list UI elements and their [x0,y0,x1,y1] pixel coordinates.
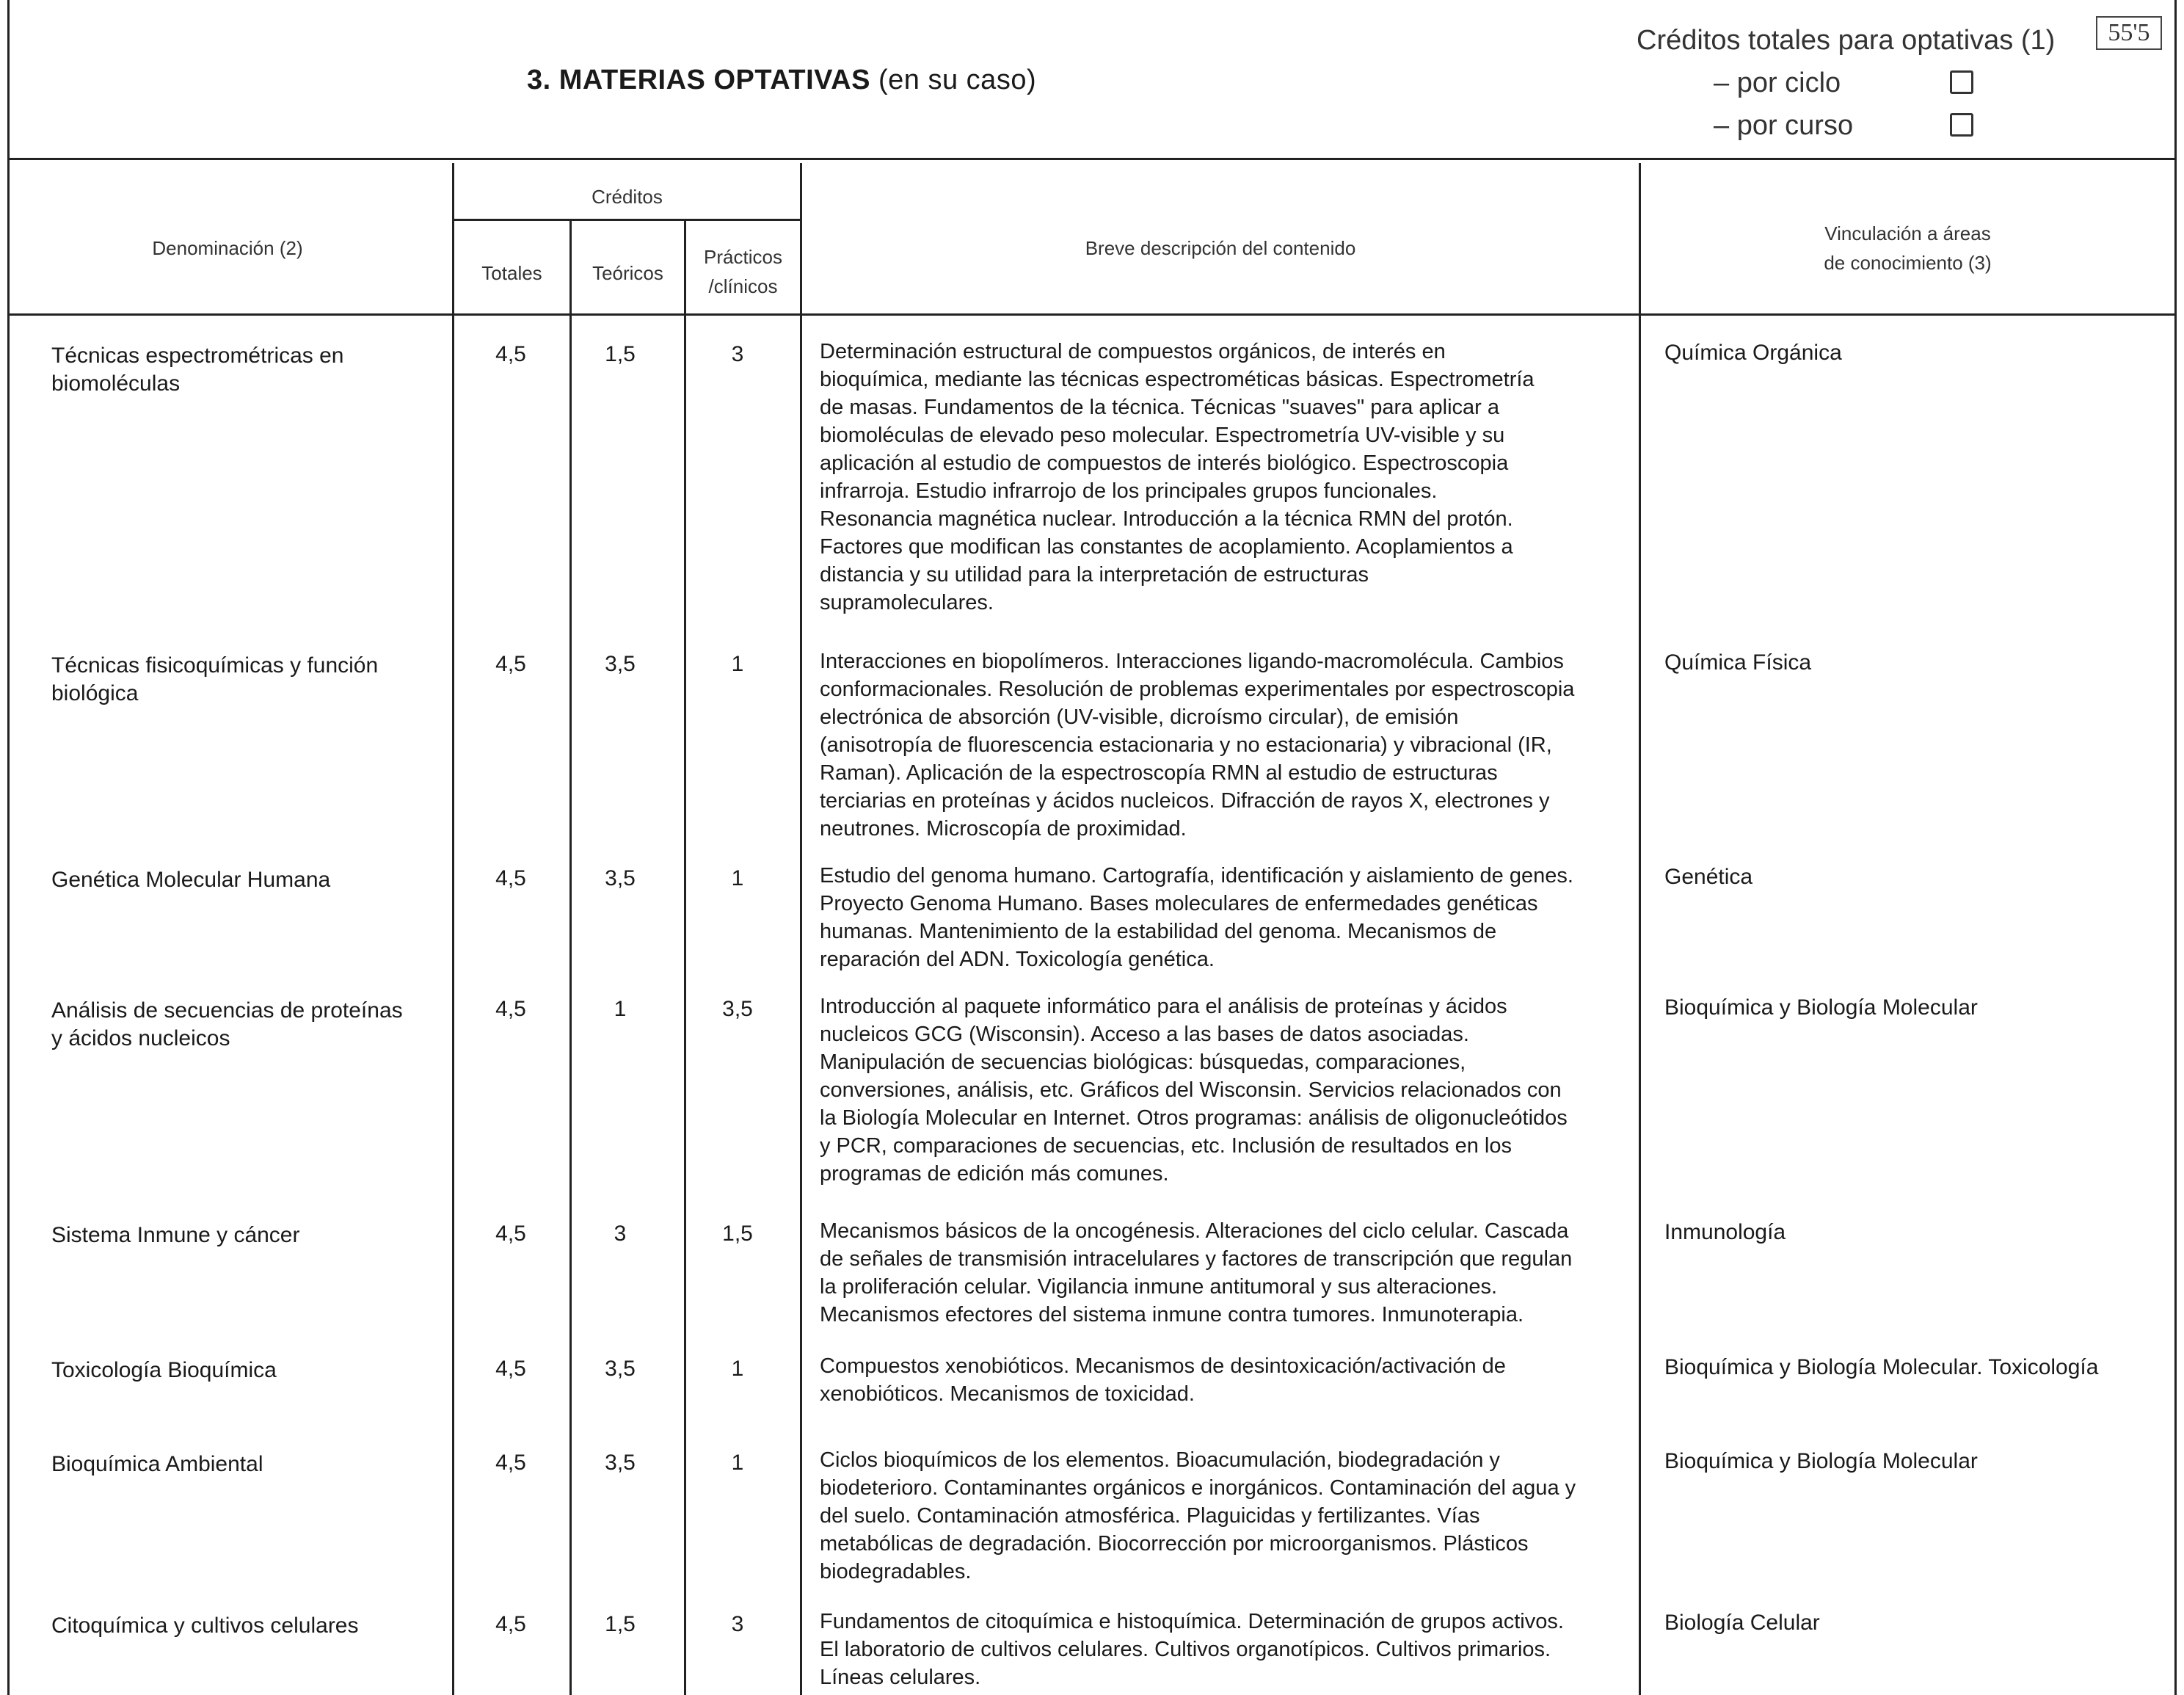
content-description: Estudio del genoma humano. Cartografía, identificación y aislamiento de genes. Proyecto Genoma Humano. Bases moleculares de enfermedades genéticas humanas. Mantenimiento de la estabilidad del genoma. Mecanismos de reparación del ADN. Toxicología genética. [820,864,1573,971]
subject-name: Toxicología Bioquímica [51,1358,277,1382]
section-title-subtitle: (en su caso) [878,65,1037,95]
credits-theoretical: 3,5 [605,1357,636,1381]
column-header-practical: Prácticos /clínicos [704,246,782,297]
column-header-name: Denominación (2) [152,237,303,259]
credits-total: 4,5 [495,866,526,890]
column-header-theoretical: Teóricos [592,262,663,284]
section-title-main: MATERIAS OPTATIVAS [558,65,870,95]
subject-name: Bioquímica Ambiental [51,1452,263,1476]
column-divider [1639,163,1641,1695]
credits-practical: 1 [731,652,744,676]
credits-practical: 3 [731,1612,744,1636]
section-number: 3. [527,65,551,95]
credits-practical: 1 [731,866,744,890]
credits-practical: 1 [731,1357,744,1381]
column-header-credits: Créditos [592,186,663,208]
content-description: Compuestos xenobióticos. Mecanismos de desintoxicación/activación de xenobióticos. Mecanismos de toxicidad. [820,1354,1506,1406]
content-description: Fundamentos de citoquímica e histoquímica. Determinación de grupos activos. El laboratorio de cultivos celulares. Cultivos organotípicos. Cultivos primarios. Líneas celulares. [820,1610,1564,1689]
credits-theoretical: 3,5 [605,1451,636,1475]
table-border-left [7,160,10,1695]
subject-name: Citoquímica y cultivos celulares [51,1614,359,1638]
credits-practical: 3,5 [722,997,753,1021]
knowledge-area: Bioquímica y Biología Molecular. Toxicología [1664,1355,2099,1379]
credits-theoretical: 3,5 [605,652,636,676]
knowledge-area: Bioquímica y Biología Molecular [1664,995,1978,1020]
subject-name: Sistema Inmune y cáncer [51,1223,300,1247]
column-header-total: Totales [481,262,542,284]
content-description: Introducción al paquete informático para el análisis de proteínas y ácidos nucleicos GCG (Wisconsin). Acceso a las bases de datos asociadas. Manipulación de secuencias biológicas: búsquedas, comparaciones, conversiones, análisis, etc. Gráficos del Wisconsin. Servicios relacionados con la Biología Molecular en Internet. Otros programas: análisis de oligonucleótidos y PCR, comparaciones de secuencias, etc. Inclusión de resultados en los programas de edición más comunes. [820,995,1568,1186]
content-description: Interacciones en biopolímeros. Interacciones ligando-macromolécula. Cambios conformacionales. Resolución de problemas experimentales por espectroscopia electrónica de absorción (UV-visible, dicroísmo circular), de emisión (anisotropía de fluorescencia estacionaria y no estacionaria) y vibracional (IR, Raman). Aplicación de la espectroscopía RMN al estudio de estructuras terciarias en proteínas y ácidos nucleicos. Difracción de rayos X, electrones y neutrones. Microscopía de proximidad. [820,650,1575,841]
subject-name: Técnicas espectrométricas en biomoléculas [51,344,344,396]
column-divider [452,163,454,1695]
credits-theoretical: 3 [614,1222,627,1246]
table-border-right [2174,160,2177,1695]
total-credits-value: 55'5 [2096,16,2162,50]
knowledge-area: Bioquímica y Biología Molecular [1664,1449,1978,1473]
knowledge-area: Genética [1664,865,1753,889]
credits-total: 4,5 [495,342,526,366]
total-credits-label: Créditos totales para optativas (1) [1637,25,2056,56]
credits-theoretical: 1,5 [605,1612,636,1636]
credits-total: 4,5 [495,1222,526,1246]
knowledge-area: Inmunología [1664,1220,1786,1244]
credits-total: 4,5 [495,1612,526,1636]
per-course-checkbox[interactable] [1950,113,1973,137]
column-divider [800,163,802,1695]
credits-practical: 1,5 [722,1222,753,1246]
credits-theoretical: 3,5 [605,866,636,890]
content-description: Determinación estructural de compuestos orgánicos, de interés en bioquímica, mediante las técnicas espectrométicas básicas. Espectrometría de masas. Fundamentos de la técnica. Técnicas "suaves" para aplicar a biomoléculas de elevado peso molecular. Espectrometría UV-visible y su aplicación al estudio de compuestos de interés biológico. Espectroscopia infrarroja. Estudio infrarrojo de los principales grupos funcionales. Resonancia magnética nuclear. Introducción a la técnica RMN del protón. Factores que modifican las constantes de acoplamiento. Acoplamientos a distancia y su utilidad para la interpretación de estructuras supramoleculares. [820,340,1535,614]
knowledge-area: Biología Celular [1664,1611,1820,1635]
subject-name: Análisis de secuencias de proteínas y ácidos nucleicos [51,998,403,1050]
section-title [527,65,1036,96]
credits-subheader-rule [452,219,802,221]
per-course-label: – por curso [1714,110,1854,141]
credits-practical: 3 [731,342,744,366]
content-description: Ciclos bioquímicos de los elementos. Bioacumulación, biodegradación y biodeterioro. Contaminantes orgánicos e inorgánicos. Contaminación del agua y del suelo. Contaminación atmosférica. Plaguicidas y fertilizantes. Vías metabólicas de degradación. Biocorrección por microorganismos. Plásticos biodegradables. [820,1448,1576,1583]
header-bottom-rule [7,313,2177,316]
knowledge-area: Química Física [1664,650,1812,675]
credits-total: 4,5 [495,997,526,1021]
credits-total: 4,5 [495,1451,526,1475]
column-header-description: Breve descripción del contenido [1085,237,1356,259]
subject-name: Técnicas fisicoquímicas y función biológica [51,653,379,705]
knowledge-area: Química Orgánica [1664,341,1842,365]
credits-practical: 1 [731,1451,744,1475]
credits-total: 4,5 [495,652,526,676]
content-description: Mecanismos básicos de la oncogénesis. Alteraciones del ciclo celular. Cascada de señales de transmisión intracelulares y factores de transcripción que regulan la proliferación celular. Vigilancia inmune antitumoral y sus alteraciones. Mecanismos efectores del sistema inmune contra tumores. Inmunoterapia. [820,1219,1573,1326]
column-header-areas: Vinculación a áreas de conocimiento (3) [1824,222,1992,274]
subject-name: Genética Molecular Humana [51,868,331,892]
credits-theoretical: 1 [614,997,627,1021]
per-cycle-checkbox[interactable] [1950,70,1973,94]
per-cycle-label: – por ciclo [1714,68,1841,98]
credits-total: 4,5 [495,1357,526,1381]
credits-theoretical: 1,5 [605,342,636,366]
